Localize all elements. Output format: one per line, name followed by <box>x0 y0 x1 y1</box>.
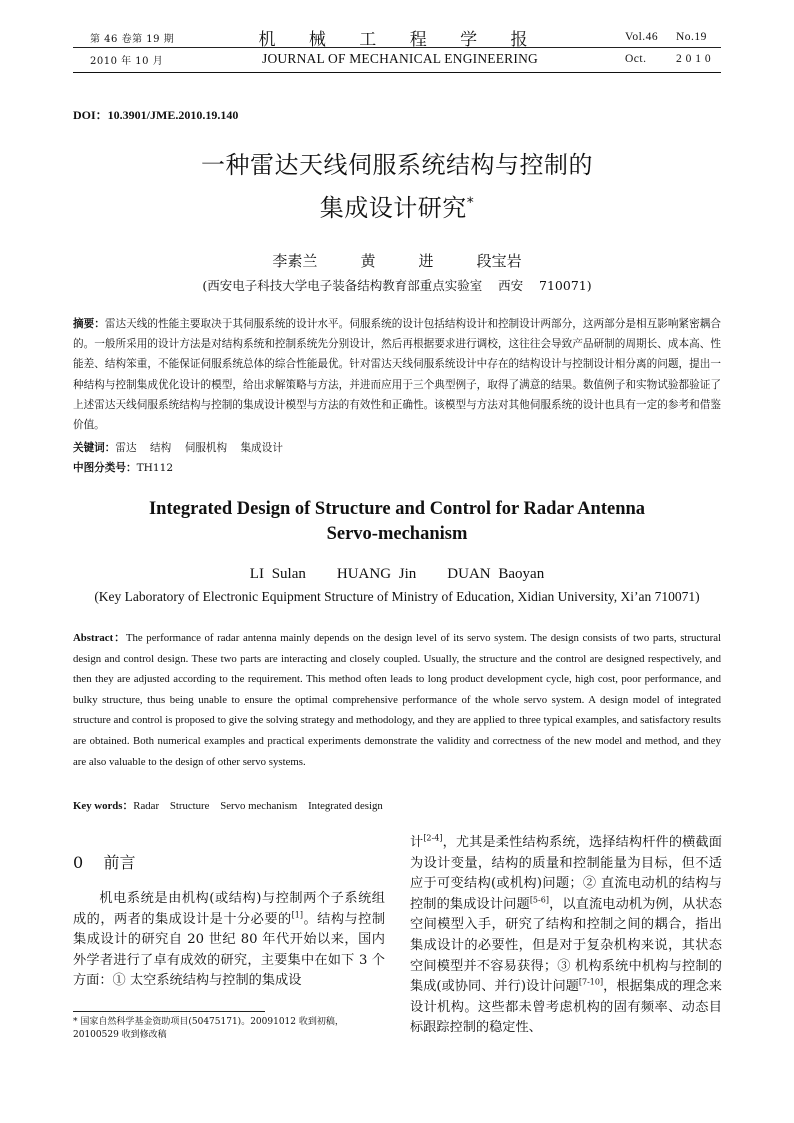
intro-right-text-a: 计 <box>410 835 424 850</box>
clc-text: TH112 <box>136 462 174 474</box>
abstract-en-text: The performance of radar antenna mainly depends on the design level of its servo system. The design consists of two parts, structural design and control design. These two parts are interacting and closely coupled. Usually, the structure and the control are designed respectively, and then they are adjusted according to the requirement. This method often leads to long product development cycle, high cost, poor performance, and bulky structure, thus being unable to ensure the optimal comprehensive performance of the whole servo system. A design model of integrated structure and control is proposed to give the solving strategy and methodology, and they are applied to three typical examples, and satisfactory results are obtained. Both numerical examples and practical experiments demonstrate the validity and correctness of the new model and method, and they are also valuable to the design of other servo systems. <box>73 632 721 768</box>
authors-en: LI Sulan HUANG Jin DUAN Baoyan <box>249 566 545 582</box>
doi: DOI：10.3901/JME.2010.19.140 <box>73 108 239 122</box>
abstract-cn-label: 摘要： <box>73 318 105 330</box>
citation-ref-5-6: [5-6] <box>529 895 549 905</box>
intro-right-text-c: ，以直流电动机为例，从状态空间模型入手，研究了结构和控制之间的耦合，指出集成设计的必要性，但是对于复杂机构来说，其状态空间模型并不容易获得；③ 机构系统中机构与控制的集成(或协同、并行)设计问题 <box>410 896 722 995</box>
citation-ref-1: [1] <box>291 910 304 920</box>
title-en-line2: Servo-mechanism <box>326 524 468 544</box>
intro-left-text-a: 机电系统是由机构(或结构)与控制两个子系统组成的，两者的集成设计是十分必要的 <box>73 891 385 927</box>
title-cn-line1: 一种雷达天线伺服系统结构与控制的 <box>201 151 593 179</box>
footnote-funding: * 国家自然科学基金资助项目(50475171)。20091012 收到初稿，20100529 收到修改稿 <box>73 1017 344 1040</box>
title-en-line1: Integrated Design of Structure and Control for Radar Antenna <box>148 499 646 519</box>
abstract-en-label: Abstract： <box>73 632 126 644</box>
keywords-en-text: Radar Structure Servo mechanism Integrated design <box>133 800 383 812</box>
title-en <box>73 497 721 547</box>
header-divider-bottom <box>73 72 721 73</box>
intro-paragraph-left <box>73 889 385 992</box>
intro-right-text-b: ，尤其是柔性结构系统，选择结构杆件的横截面为设计变量，结构的质量和控制能量为目标，但不适应于可变结构(或机构)问题；② 直流电动机的结构与控制的集成设计问题 <box>410 835 722 912</box>
header-no-en: No.19 <box>676 31 707 43</box>
affiliation-en: (Key Laboratory of Electronic Equipment Structure of Ministry of Education, Xidian University, Xi’an 710071) <box>94 589 700 604</box>
header-year-en: 2 0 1 0 <box>676 53 712 65</box>
intro-right-text-d: ，根据集成的理念来设计机构。这些都未曾考虑机构的固有频率、动态目标跟踪控制的稳定性、 <box>410 979 722 1036</box>
header-journal-cn: 机 械 工 程 学 报 <box>258 30 542 50</box>
intro-paragraph-right <box>410 833 722 1039</box>
affiliation-cn: (西安电子科技大学电子装备结构教育部重点实验室 西安 710071) <box>202 278 592 293</box>
citation-ref-7-10: [7-10] <box>578 977 604 987</box>
authors-cn: 李素兰 黄 进 段宝岩 <box>272 252 522 270</box>
intro-left-text-b: 。结构与控制集成设计的研究自 20 世纪 80 年代开始以来，国内外学者进行了卓有成效的研究，主要集中在如下 3 个方面：① 太空系统结构与控制的集成设 <box>73 911 386 989</box>
abstract-cn <box>73 314 721 435</box>
title-cn-footnote-mark: * <box>466 195 475 211</box>
clc-number <box>73 458 721 478</box>
abstract-cn-text: 雷达天线的性能主要取决于其伺服系统的设计水平。伺服系统的设计包括结构设计和控制设计两部分，这两部分是相互影响紧密耦合的。一般所采用的设计方法是对结构系统和控制系统先分别设计，然后再根据要求进行调校，这往往会导致产品研制的周期长、成本高、性能差、结构笨重，不能保证伺服系统总体的综合性能最优。针对雷达天线伺服系统设计中存在的结构设计与控制设计相分离的问题，提出一种结构与控制集成优化设计的模型，给出求解策略与方法，并进而应用于三个典型例子，取得了满意的结果。数值例子和实物试验都验证了上述雷达天线伺服系统结构与控制的集成设计模型与方法的有效性和正确性。该模型与方法对其他伺服系统的设计也具有一定的参考和借鉴价值。 <box>73 318 721 432</box>
keywords-en <box>73 796 721 817</box>
header-divider-mid <box>73 47 721 48</box>
header-month-en: Oct. <box>625 53 647 65</box>
keywords-en-label: Key words： <box>73 800 134 812</box>
title-cn-line2-text: 集成设计研究 <box>319 194 467 222</box>
header-vol-en: Vol.46 <box>625 31 659 43</box>
abstract-en <box>73 628 721 772</box>
title-cn <box>73 146 721 227</box>
clc-label: 中图分类号： <box>73 462 137 474</box>
keywords-cn <box>73 438 721 458</box>
footnote-rule <box>73 1011 265 1012</box>
header-journal-en: JOURNAL OF MECHANICAL ENGINEERING <box>262 51 538 66</box>
header-date-cn: 2010 年 10 月 <box>90 56 164 67</box>
section-heading-intro: 0 前言 <box>73 853 136 872</box>
title-cn-line2 <box>73 184 721 227</box>
keywords-cn-label: 关键词： <box>73 442 116 454</box>
keywords-cn-text: 雷达 结构 伺服机构 集成设计 <box>115 442 283 454</box>
header-volume-cn: 第 46 卷第 19 期 <box>90 34 175 45</box>
citation-ref-2-4: [2-4] <box>423 833 443 843</box>
